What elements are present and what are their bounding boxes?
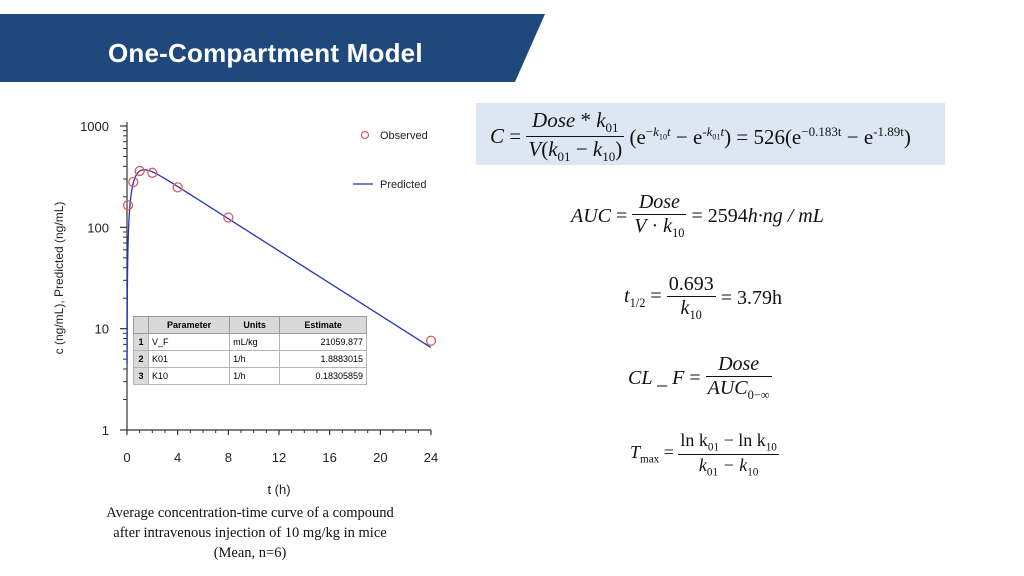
t-symbol: T bbox=[630, 442, 641, 463]
table-header-estimate: Estimate bbox=[280, 317, 367, 334]
slide-title: One-Compartment Model bbox=[108, 38, 423, 68]
k-symbol: k bbox=[663, 215, 673, 237]
dose-symbol: Dose bbox=[638, 191, 680, 213]
exponent-2: -1.89t bbox=[873, 123, 904, 139]
table-row bbox=[134, 351, 367, 368]
row-index: 3 bbox=[134, 368, 149, 385]
table-header-units: Units bbox=[230, 317, 280, 334]
observed-point bbox=[224, 213, 233, 222]
k-symbol: − k bbox=[718, 454, 748, 475]
caption-line-3: (Mean, n=6) bbox=[213, 545, 287, 561]
auc-symbol: AUC bbox=[571, 204, 611, 227]
x-tick-label: 24 bbox=[423, 450, 439, 465]
half-life-formula: $t_{1/2}$ = $\frac{0.693}{k_{10}}$ = 3.79h bbox=[624, 273, 782, 322]
x-tick-label: 20 bbox=[373, 450, 388, 465]
y-tick-label: 1000 bbox=[80, 119, 109, 134]
k-symbol: k bbox=[698, 454, 707, 475]
auc-unit: h·ng / mL bbox=[747, 204, 824, 227]
k-symbol: k bbox=[596, 108, 606, 132]
auc-value: 2594 bbox=[707, 204, 748, 227]
k-subscript: 01 bbox=[605, 120, 619, 136]
estimate-cell: 0.18305859 bbox=[280, 368, 367, 385]
clearance-formula: CL _ F = $\frac{\text{Dose}}{AUC_{0-\infty}}$ bbox=[628, 353, 770, 402]
exponent-1: −0.183t bbox=[801, 123, 842, 139]
units-cell: 1/h bbox=[230, 368, 280, 385]
clearance-fraction bbox=[706, 353, 772, 403]
observed-point bbox=[124, 201, 133, 210]
table-corner bbox=[134, 317, 149, 334]
half-life-value: 3.79h bbox=[736, 286, 782, 309]
dose-symbol: Dose bbox=[718, 353, 760, 375]
param-cell: K10 bbox=[149, 368, 230, 385]
v-symbol: V bbox=[528, 137, 542, 162]
x-tick-label: 4 bbox=[174, 450, 182, 465]
y-tick-label: 100 bbox=[87, 220, 109, 236]
estimate-cell: 1.8883015 bbox=[280, 351, 367, 368]
table-header-parameter: Parameter bbox=[149, 317, 230, 334]
coefficient-value: 526 bbox=[753, 124, 785, 149]
auc-formula: AUC = $\frac{\text{Dose}}{V \cdot k_{10}}$ = 2594h·ng / mL bbox=[571, 191, 824, 240]
max-subscript: max bbox=[640, 453, 660, 466]
units-cell: mL/kg bbox=[230, 334, 280, 351]
x-tick-label: 16 bbox=[322, 450, 337, 465]
k-symbol: k bbox=[680, 297, 690, 319]
caption-line-2: after intravenous injection of 10 mg/kg in mice bbox=[113, 525, 387, 541]
c-fraction: $\frac{Dose * k_{01}}{V(k_{01} - k_{10})}$ bbox=[528, 108, 623, 165]
c-symbol: C bbox=[490, 124, 505, 149]
legend-predicted-label: Predicted bbox=[380, 179, 427, 191]
auc-subscript: 0−∞ bbox=[747, 388, 770, 402]
caption-line-1: Average concentration-time curve of a compound bbox=[106, 505, 394, 521]
y-tick-label: 10 bbox=[94, 321, 109, 337]
x-tick-label: 0 bbox=[123, 450, 131, 465]
y-axis-label: c (ng/mL), Predicted (ng/mL) bbox=[52, 201, 66, 355]
x-axis-label: t (h) bbox=[267, 482, 291, 497]
half-subscript: 1/2 bbox=[629, 296, 646, 310]
dose-symbol: Dose bbox=[532, 108, 576, 132]
k-subscript: 10 bbox=[747, 466, 759, 479]
k-subscript: 10 bbox=[765, 441, 777, 454]
x-tick-label: 8 bbox=[224, 450, 232, 465]
tmax-fraction bbox=[678, 430, 778, 478]
param-cell: V_F bbox=[149, 334, 230, 351]
table-row bbox=[134, 368, 367, 385]
param-cell: K01 bbox=[149, 351, 230, 368]
parameter-table bbox=[133, 316, 367, 385]
table-row bbox=[134, 334, 367, 351]
k-subscript: 10 bbox=[602, 149, 616, 165]
v-symbol: V bbox=[634, 215, 647, 237]
row-index: 2 bbox=[134, 351, 149, 368]
ln2-value: 0.693 bbox=[668, 273, 714, 295]
k-subscript: 01 bbox=[707, 441, 720, 454]
figure-caption bbox=[60, 503, 440, 563]
concentration-formula: C = $\frac{Dose * k_{01}}{V(k_{01} - k_{10})}$ $(e^{-k_{10}t} - e^{-k_{01}t}) = 526(e^{-0.183t} - e^{-1.89t})$ bbox=[490, 108, 911, 165]
ln-k01: ln k bbox=[680, 430, 708, 450]
k-subscript: 01 bbox=[706, 466, 719, 479]
y-tick-label: 1 bbox=[101, 423, 109, 438]
observed-point bbox=[173, 183, 182, 192]
k-subscript: 10 bbox=[672, 226, 685, 240]
legend-observed-marker bbox=[362, 132, 369, 139]
units-cell: 1/h bbox=[230, 351, 280, 368]
auc-fraction: $\frac{\text{Dose}}{V \cdot k_{10}}$ bbox=[634, 191, 685, 240]
cl-symbol: CL _ F bbox=[628, 366, 685, 389]
k-subscript: 10 bbox=[689, 308, 702, 322]
table-header-row bbox=[134, 317, 367, 334]
row-index: 1 bbox=[134, 334, 149, 351]
auc-symbol: AUC bbox=[707, 377, 748, 399]
estimate-cell: 21059.877 bbox=[280, 334, 367, 351]
observed-point bbox=[427, 336, 436, 345]
k-subscript: 01 bbox=[557, 149, 571, 165]
legend-observed-label: Observed bbox=[380, 130, 428, 142]
x-tick-label: 12 bbox=[271, 450, 287, 465]
half-life-fraction bbox=[667, 273, 716, 323]
t-symbol: t bbox=[624, 285, 630, 307]
ln-k10: − ln k bbox=[719, 430, 766, 450]
tmax-formula: $T_{max}$ = $\frac{\ln k_{01} - \ln k_{10}}{k_{01} - k_{10}}$ bbox=[630, 430, 777, 479]
